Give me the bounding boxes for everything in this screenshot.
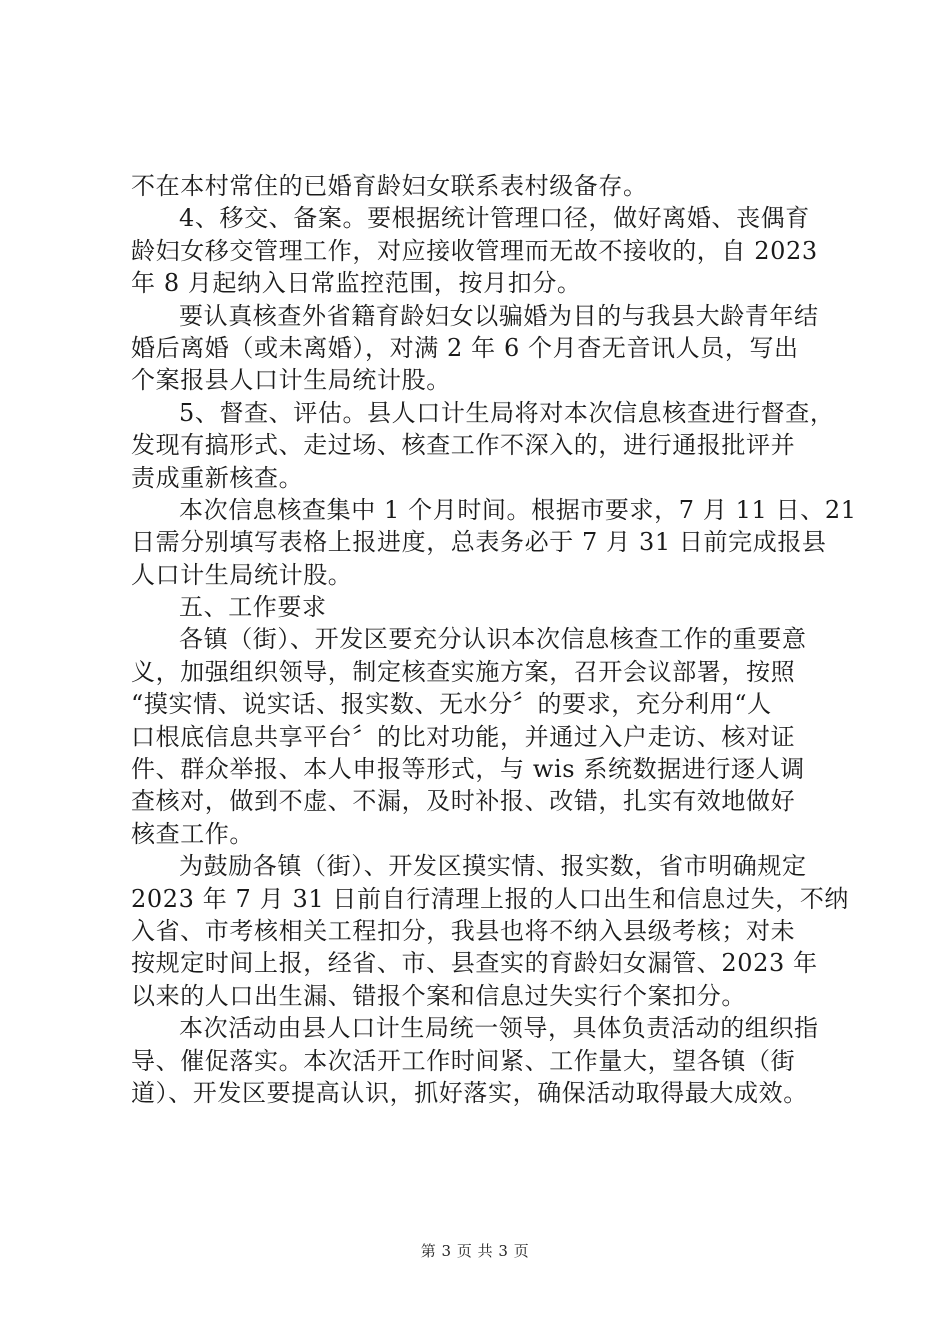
text-line: 口根底信息共享平台〞的比对功能，并通过入户走访、核对证 xyxy=(131,722,796,751)
text-line: 核查工作。 xyxy=(131,819,254,848)
text-line: 导、催促落实。本次活开工作时间紧、工作量大，望各镇（街 xyxy=(131,1046,796,1075)
section-heading: 五、工作要求 xyxy=(179,593,327,622)
text-line: 婚后离婚（或未离婚），对满 2 年 6 个月杳无音讯人员，写出 xyxy=(131,333,799,362)
text-line: 义，加强组织领导，制定核查实施方案，召开会议部署，按照 xyxy=(131,657,796,686)
text-line: 本次活动由县人口计生局统一领导，具体负责活动的组织指 xyxy=(179,1014,819,1043)
text-line: “摸实情、说实话、报实数、无水分〞的要求，充分利用“人 xyxy=(131,690,772,719)
text-line: 年 8 月起纳入日常监控范围，按月扣分。 xyxy=(131,269,582,298)
text-line: 4、移交、备案。要根据统计管理口径，做好离婚、丧偶育 xyxy=(179,204,810,233)
text-line: 件、群众举报、本人申报等形式，与 wis 系统数据进行逐人调 xyxy=(131,755,805,784)
text-line: 责成重新核查。 xyxy=(131,463,304,492)
text-line: 要认真核查外省籍育龄妇女以骗婚为目的与我县大龄青年结 xyxy=(179,301,819,330)
text-line: 2023 年 7 月 31 日前自行清理上报的人口出生和信息过失，不纳 xyxy=(131,884,850,913)
text-line: 查核对，做到不虚、不漏，及时补报、改错，扎实有效地做好 xyxy=(131,787,796,816)
text-line: 按规定时间上报，经省、市、县查实的育龄妇女漏管、2023 年 xyxy=(131,949,818,978)
text-line: 人口计生局统计股。 xyxy=(131,560,353,589)
text-line: 各镇（街）、开发区要充分认识本次信息核查工作的重要意 xyxy=(179,625,807,654)
text-line: 日需分别填写表格上报进度，总表务必于 7 月 31 日前完成报县 xyxy=(131,528,827,557)
text-line: 本次信息核查集中 1 个月时间。根据市要求，7 月 11 日、21 xyxy=(179,495,857,524)
text-line: 为鼓励各镇（街）、开发区摸实情、报实数，省市明确规定 xyxy=(179,852,807,881)
text-line: 龄妇女移交管理工作，对应接收管理而无故不接收的，自 2023 xyxy=(131,236,818,265)
text-line: 发现有搞形式、走过场、核查工作不深入的，进行通报批评并 xyxy=(131,431,796,460)
text-line: 道）、开发区要提高认识，抓好落实，确保活动取得最大成效。 xyxy=(131,1078,808,1107)
page-footer: 第 3 页 共 3 页 xyxy=(420,1242,530,1260)
document-body xyxy=(131,170,857,1109)
text-line: 个案报县人口计生局统计股。 xyxy=(131,366,451,395)
text-line: 5、督查、评估。县人口计生局将对本次信息核查进行督查， xyxy=(179,398,835,427)
text-line: 不在本村常住的已婚育龄妇女联系表村级备存。 xyxy=(131,172,648,200)
text-line: 以来的人口出生漏、错报个案和信息过失实行个案扣分。 xyxy=(131,981,746,1010)
text-line: 入省、市考核相关工程扣分，我县也将不纳入县级考核；对未 xyxy=(131,916,796,945)
